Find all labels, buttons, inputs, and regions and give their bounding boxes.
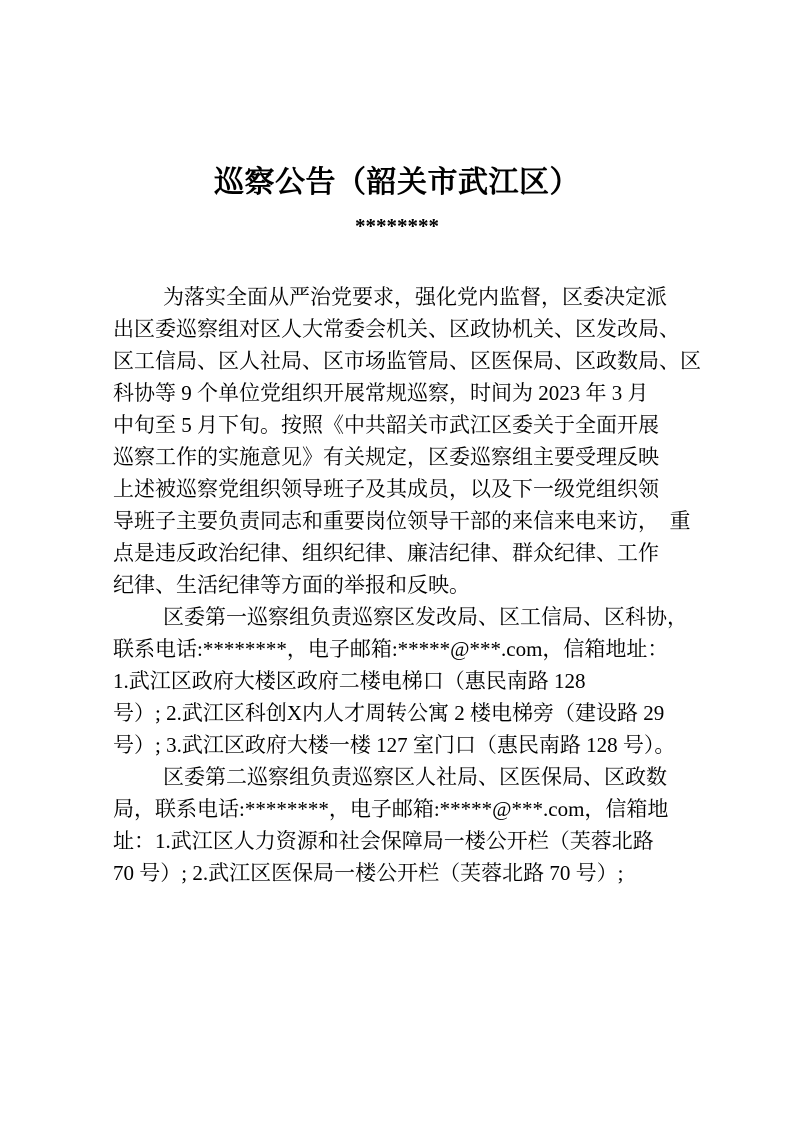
text-line: 出区委巡察组对区人大常委会机关、区政协机关、区发改局、 <box>113 317 680 341</box>
text-line: 联系电话:********，电子邮箱:*****@***.com，信箱地址： <box>113 637 669 661</box>
text-line: 局，联系电话:********，电子邮箱:*****@***.com，信箱地 <box>113 797 669 821</box>
page-title: 巡察公告（韶关市武江区） <box>214 166 580 199</box>
text-line: 号）; 2.武江区科创X内人才周转公寓 2 楼电梯旁（建设路 29 <box>113 701 665 725</box>
text-line: 区工信局、区人社局、区市场监管局、区医保局、区政数局、区 <box>113 349 701 373</box>
text-line: 中旬至 5 月下旬。按照《中共韶关市武江区委关于全面开展 <box>113 413 659 437</box>
paragraph <box>113 281 701 601</box>
text-line: 纪律、生活纪律等方面的举报和反映。 <box>113 573 470 597</box>
redaction-asterisks: ******** <box>355 214 439 238</box>
paragraph <box>113 761 681 889</box>
text-line: 1.武江区政府大楼区政府二楼电梯口（惠民南路 128 <box>113 669 586 693</box>
text-line: 区委第二巡察组负责巡察区人社局、区医保局、区政数 <box>163 765 667 789</box>
text-line: 址：1.武江区人力资源和社会保障局一楼公开栏（芙蓉北路 <box>113 829 654 853</box>
text-line: 号）; 3.武江区政府大楼一楼 127 室门口（惠民南路 128 号）。 <box>113 733 676 757</box>
text-line: 区委第一巡察组负责巡察区发改局、区工信局、区科协， <box>163 605 688 629</box>
paragraph <box>113 601 688 761</box>
document-body <box>0 281 794 889</box>
text-line: 科协等 9 个单位党组织开展常规巡察，时间为 2023 年 3 月 <box>113 381 649 405</box>
text-line: 点是违反政治纪律、组织纪律、廉洁纪律、群众纪律、工作 <box>113 541 659 565</box>
text-line: 巡察工作的实施意见》有关规定，区委巡察组主要受理反映 <box>113 445 659 469</box>
text-line: 为落实全面从严治党要求，强化党内监督，区委决定派 <box>163 285 667 309</box>
text-line: 导班子主要负责同志和重要岗位领导干部的来信来电来访， 重 <box>113 509 691 533</box>
text-line: 上述被巡察党组织领导班子及其成员，以及下一级党组织领 <box>113 477 659 501</box>
text-line: 70 号）; 2.武江区医保局一楼公开栏（芙蓉北路 70 号）; <box>113 861 624 885</box>
